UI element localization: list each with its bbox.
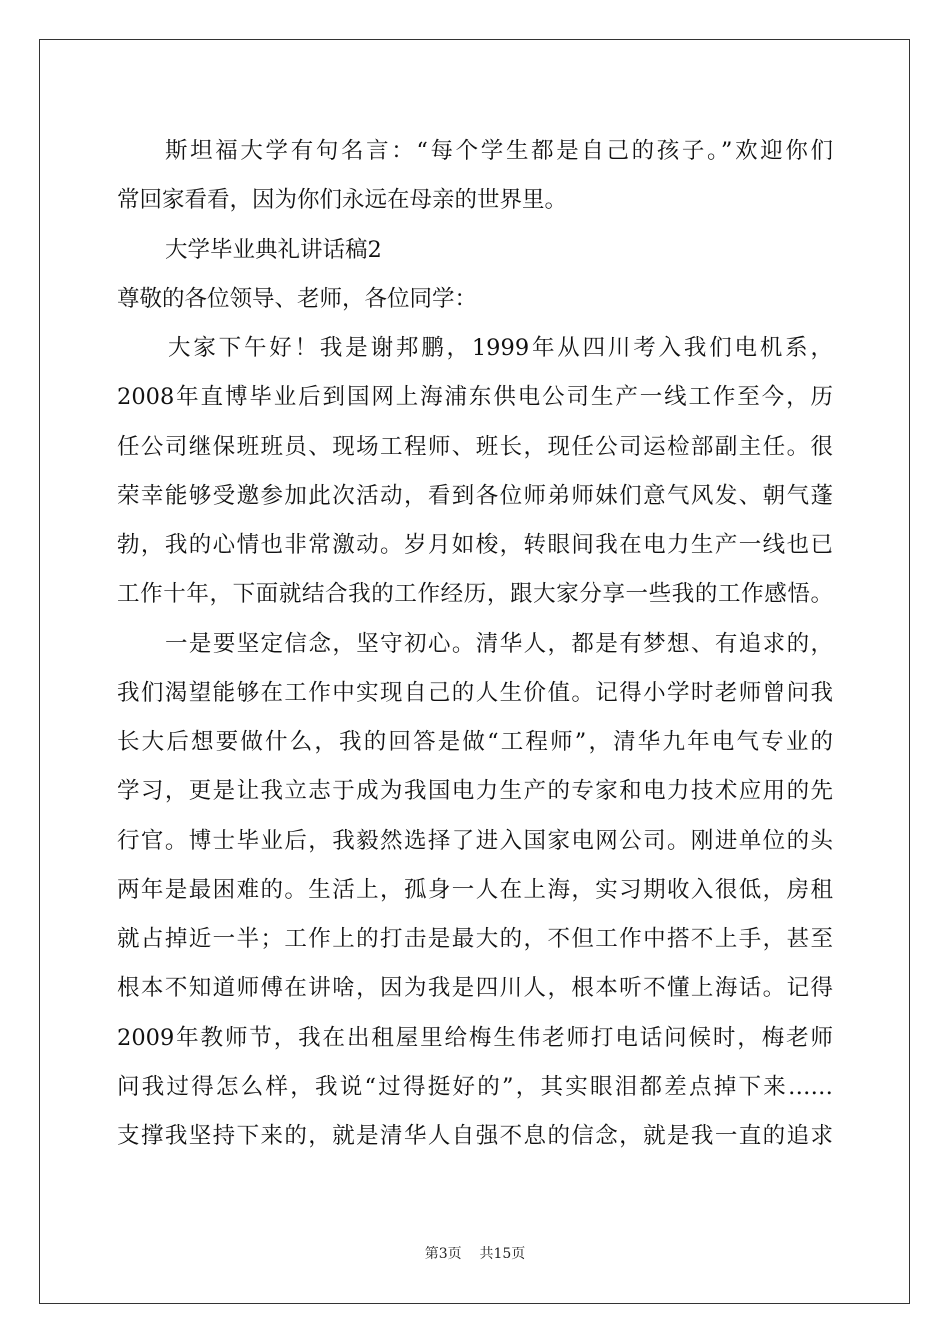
- text-line: 长大后想要做什么，我的回答是做“工程师”，清华九年电气专业的: [117, 729, 833, 755]
- text-line: 根本不知道师傅在讲啥，因为我是四川人，根本听不懂上海话。记得: [117, 975, 833, 1001]
- text-line: 斯坦福大学有句名言：“每个学生都是自己的孩子。”欢迎你们: [165, 138, 833, 164]
- page-number: 第3页: [424, 1246, 462, 1262]
- text-line: 工作十年，下面就结合我的工作经历，跟大家分享一些我的工作感悟。: [117, 581, 833, 607]
- text-line: 任公司继保班班员、现场工程师、班长，现任公司运检部副主任。很: [117, 434, 833, 460]
- text-line: 就占掉近一半；工作上的打击是最大的，不但工作中搭不上手，甚至: [117, 926, 833, 952]
- text-line: 支撑我坚持下来的，就是清华人自强不息的信念，就是我一直的追求: [117, 1123, 833, 1149]
- salutation: 尊敬的各位领导、老师，各位同学：: [117, 286, 478, 312]
- page-footer: [0, 1244, 950, 1264]
- text-line: 大家下午好！我是谢邦鹏，1999年从四川考入我们电机系，: [168, 335, 833, 361]
- text-line: 学习，更是让我立志于成为我国电力生产的专家和电力技术应用的先: [117, 778, 833, 804]
- section-heading: 大学毕业典礼讲话稿2: [165, 237, 382, 263]
- text-line: 一是要坚定信念，坚守初心。清华人，都是有梦想、有追求的，: [165, 631, 833, 657]
- text-line: 常回家看看，因为你们永远在母亲的世界里。: [117, 187, 568, 213]
- text-line: 2009年教师节，我在出租屋里给梅生伟老师打电话问候时，梅老师: [117, 1025, 833, 1051]
- page-border: [39, 39, 910, 1304]
- text-line: 荣幸能够受邀参加此次活动，看到各位师弟师妹们意气风发、朝气蓬: [117, 483, 833, 509]
- text-line: 两年是最困难的。生活上，孤身一人在上海，实习期收入很低，房租: [117, 877, 833, 903]
- page-total: 共15页: [479, 1246, 526, 1262]
- text-line: 我们渴望能够在工作中实现自己的人生价值。记得小学时老师曾问我: [117, 680, 833, 706]
- text-line: 行官。博士毕业后，我毅然选择了进入国家电网公司。刚进单位的头: [117, 828, 833, 854]
- text-line: 2008年直博毕业后到国网上海浦东供电公司生产一线工作至今，历: [117, 384, 833, 410]
- text-line: 勃，我的心情也非常激动。岁月如梭，转眼间我在电力生产一线也已: [117, 532, 833, 558]
- text-line: 问我过得怎么样，我说“过得挺好的”，其实眼泪都差点掉下来……: [117, 1074, 833, 1100]
